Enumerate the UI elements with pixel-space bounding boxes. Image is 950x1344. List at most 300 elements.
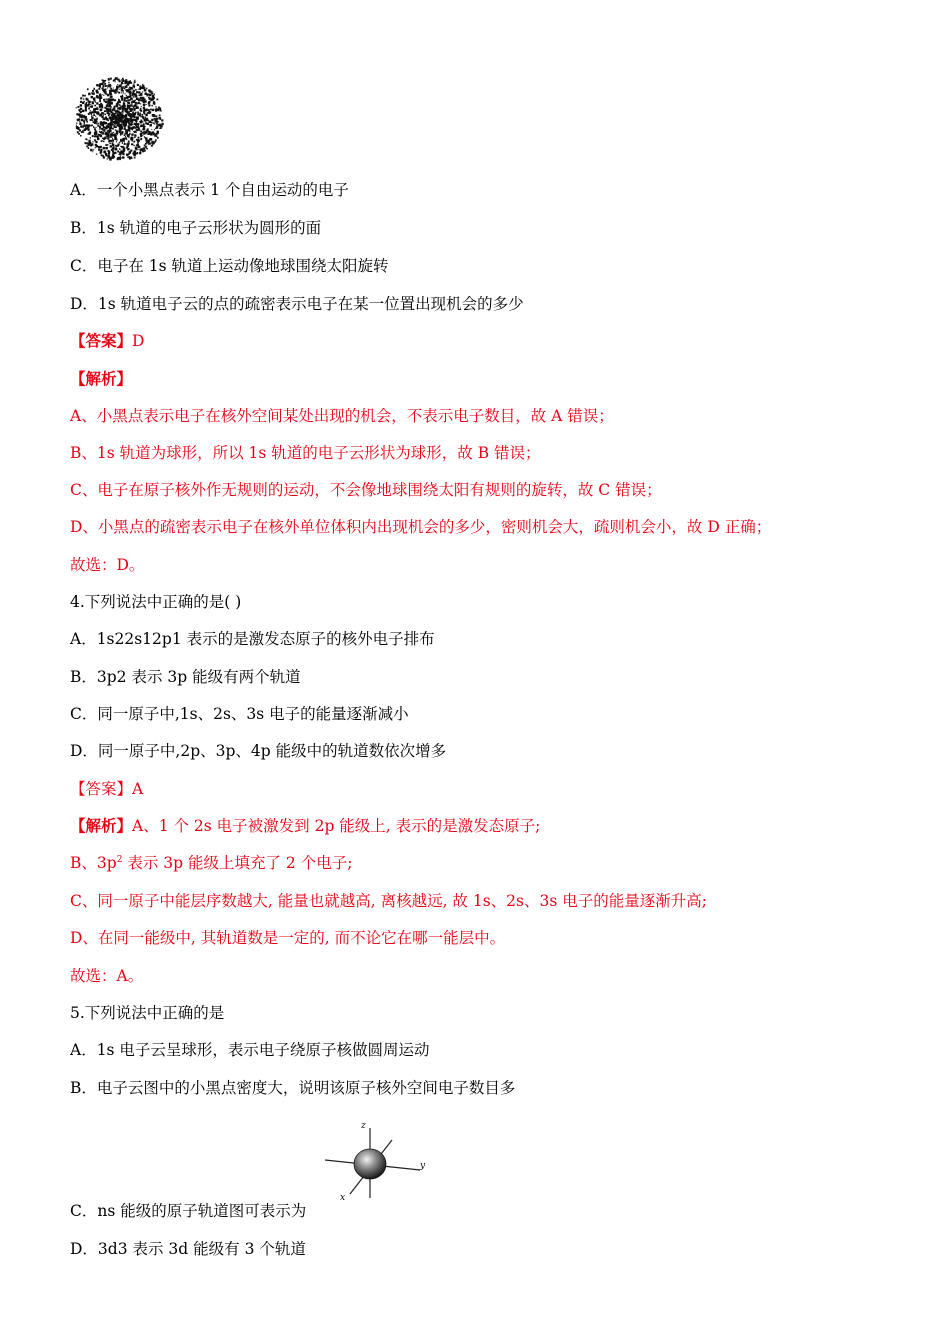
cloud-dot <box>125 129 128 132</box>
cloud-dot <box>143 134 144 135</box>
cloud-dot <box>107 103 109 105</box>
cloud-dot <box>135 89 137 91</box>
cloud-dot <box>122 78 124 80</box>
cloud-dot <box>154 133 155 134</box>
cloud-dot <box>145 138 147 140</box>
cloud-dot <box>123 157 125 159</box>
cloud-dot <box>92 141 93 142</box>
cloud-dot <box>137 84 139 86</box>
cloud-dot <box>130 117 132 119</box>
cloud-dot <box>86 139 88 141</box>
cloud-dot <box>133 93 136 96</box>
cloud-dot <box>81 119 84 122</box>
cloud-dot <box>130 110 132 112</box>
cloud-dot <box>110 86 111 87</box>
cloud-dot <box>131 137 133 139</box>
cloud-dot <box>134 127 136 129</box>
cloud-dot <box>135 100 136 101</box>
cloud-dot <box>129 131 130 132</box>
cloud-dot <box>103 90 105 92</box>
cloud-dot <box>106 99 107 100</box>
cloud-dot <box>89 101 91 103</box>
cloud-dot <box>107 108 109 110</box>
cloud-dot <box>84 118 85 119</box>
cloud-dot <box>127 156 129 158</box>
cloud-dot <box>112 98 114 100</box>
cloud-dot <box>93 126 94 127</box>
q3-option-b: B．1s 轨道的电子云形状为圆形的面 <box>70 219 322 237</box>
cloud-dot <box>133 145 134 146</box>
cloud-dot <box>109 116 112 119</box>
cloud-dot <box>82 131 84 133</box>
cloud-dot <box>119 92 120 93</box>
cloud-dot <box>133 107 134 108</box>
cloud-dot <box>139 88 141 90</box>
cloud-dot <box>127 120 129 122</box>
cloud-dot <box>95 133 97 135</box>
q3-option-a: A．一个小黑点表示 1 个自由运动的电子 <box>70 181 349 199</box>
cloud-dot <box>117 114 118 115</box>
cloud-dot <box>110 78 112 80</box>
cloud-dot <box>152 95 155 98</box>
cloud-dot <box>107 87 108 88</box>
cloud-dot <box>144 150 146 152</box>
cloud-dot <box>136 129 138 131</box>
q3-answer-value: D <box>132 332 145 350</box>
cloud-dot <box>134 123 136 125</box>
cloud-dot <box>133 102 134 103</box>
cloud-dot <box>135 147 137 149</box>
cloud-dot <box>158 121 159 122</box>
cloud-dot <box>144 112 146 114</box>
cloud-dot <box>96 84 98 86</box>
cloud-dot <box>133 90 135 92</box>
cloud-dot <box>90 104 91 105</box>
cloud-dot <box>90 132 92 134</box>
cloud-dot <box>137 112 139 114</box>
cloud-dot <box>96 95 98 97</box>
cloud-dot <box>116 141 117 142</box>
cloud-dot <box>97 108 99 110</box>
cloud-dot <box>142 85 144 87</box>
cloud-dot <box>112 150 114 152</box>
cloud-dot <box>130 92 132 94</box>
cloud-dot <box>94 132 95 133</box>
cloud-dot <box>134 150 135 151</box>
cloud-dot <box>161 119 163 121</box>
cloud-dot <box>98 146 100 148</box>
cloud-dot <box>82 116 84 118</box>
cloud-dot <box>134 141 136 143</box>
cloud-dot <box>103 138 105 140</box>
cloud-dot <box>110 102 113 105</box>
cloud-dot <box>127 145 129 147</box>
cloud-dot <box>85 116 87 118</box>
cloud-dot <box>110 136 112 138</box>
cloud-dot <box>78 133 80 135</box>
cloud-dot <box>127 83 130 86</box>
cloud-dot <box>105 144 107 146</box>
cloud-dot <box>133 116 135 118</box>
cloud-dot <box>104 127 105 128</box>
q3-option-d: D．1s 轨道电子云的点的疏密表示电子在某一位置出现机会的多少 <box>70 295 524 313</box>
q4-analysis-c: C、同一原子中能层序数越大, 能量也就越高, 离核越远, 故 1s、2s、3s 电子的能量逐渐升高; <box>70 892 707 910</box>
cloud-dot <box>105 116 107 118</box>
cloud-dot <box>103 99 105 101</box>
cloud-dot <box>151 93 153 95</box>
cloud-dot <box>91 96 93 98</box>
cloud-dot <box>141 106 142 107</box>
cloud-dot <box>99 104 101 106</box>
cloud-dot <box>105 153 107 155</box>
cloud-dot <box>111 149 113 151</box>
cloud-dot <box>132 124 133 125</box>
cloud-dot <box>127 134 130 137</box>
cloud-dot <box>136 144 138 146</box>
cloud-dot <box>152 98 153 99</box>
cloud-dot <box>146 88 147 89</box>
cloud-dot <box>119 105 121 107</box>
cloud-dot <box>154 94 155 95</box>
cloud-dot <box>76 113 78 115</box>
cloud-dot <box>155 121 157 123</box>
cloud-dot <box>85 107 87 109</box>
cloud-dot <box>122 132 123 133</box>
cloud-dot <box>120 106 121 107</box>
cloud-dot <box>116 132 118 134</box>
cloud-dot <box>139 86 141 88</box>
cloud-dot <box>76 125 77 126</box>
cloud-dot <box>122 81 124 83</box>
cloud-dot <box>95 108 97 110</box>
cloud-dot <box>117 108 119 110</box>
cloud-dot <box>125 80 127 82</box>
cloud-dot <box>109 140 111 142</box>
cloud-dot <box>85 142 87 144</box>
cloud-dot <box>103 80 105 82</box>
cloud-dot <box>119 148 120 149</box>
cloud-dot <box>157 99 159 101</box>
cloud-dot <box>156 125 158 127</box>
cloud-dot <box>138 146 140 148</box>
y-axis-label: y <box>420 1161 426 1171</box>
cloud-dot <box>131 124 132 125</box>
cloud-dot <box>137 118 139 120</box>
cloud-dot <box>134 81 136 83</box>
cloud-dot <box>144 118 146 120</box>
cloud-dot <box>148 131 150 133</box>
cloud-dot <box>122 143 123 144</box>
cloud-dot <box>96 118 97 119</box>
q3-choice: 故选：D。 <box>70 556 145 574</box>
cloud-dot <box>127 87 128 88</box>
cloud-dot <box>148 94 150 96</box>
cloud-dot <box>149 95 150 96</box>
cloud-dot <box>150 138 152 140</box>
cloud-dot <box>140 93 143 96</box>
cloud-dot <box>109 124 111 126</box>
cloud-dot <box>95 116 96 117</box>
cloud-dot <box>135 102 137 104</box>
q4-analysis-d: D、在同一能级中, 其轨道数是一定的, 而不论它在哪一能层中。 <box>70 929 506 947</box>
q5-option-b: B．电子云图中的小黑点密度大，说明该原子核外空间电子数目多 <box>70 1079 516 1097</box>
cloud-dot <box>140 109 141 110</box>
cloud-dot <box>155 106 156 107</box>
cloud-dot <box>125 116 127 118</box>
cloud-dot <box>99 100 101 102</box>
cloud-dot <box>102 79 104 81</box>
cloud-dot <box>93 98 95 100</box>
cloud-dot <box>131 101 133 103</box>
cloud-dot <box>96 113 98 115</box>
cloud-dot <box>80 97 82 99</box>
cloud-dot <box>104 83 106 85</box>
cloud-dot <box>116 88 117 89</box>
cloud-dot <box>130 150 132 152</box>
cloud-dot <box>107 130 109 132</box>
cloud-dot <box>109 130 111 132</box>
cloud-dot <box>143 127 145 129</box>
cloud-dot <box>109 106 110 107</box>
cloud-dot <box>100 124 102 126</box>
q5-option-d: D．3d3 表示 3d 能级有 3 个轨道 <box>70 1240 306 1258</box>
cloud-dot <box>128 81 130 83</box>
cloud-dot <box>114 133 116 135</box>
cloud-dot <box>117 91 118 92</box>
cloud-dot <box>140 110 142 112</box>
cloud-dot <box>151 142 153 144</box>
q4-option-c: C．同一原子中,1s、2s、3s 电子的能量逐渐减小 <box>70 705 409 723</box>
cloud-dot <box>127 148 130 151</box>
cloud-dot <box>79 116 81 118</box>
cloud-dot <box>92 135 94 137</box>
cloud-dot <box>134 157 136 159</box>
cloud-dot <box>108 123 109 124</box>
cloud-dot <box>118 118 120 120</box>
cloud-dot <box>96 145 98 147</box>
q4-analysis-tag: 【解析】 <box>70 816 133 835</box>
q4-analysis-b <box>70 853 352 873</box>
cloud-dot <box>151 122 153 124</box>
cloud-dot <box>150 109 152 111</box>
cloud-dot <box>134 109 136 111</box>
cloud-dot <box>117 84 118 85</box>
cloud-dot <box>151 105 153 107</box>
cloud-dot <box>110 127 112 129</box>
cloud-dot <box>137 123 139 125</box>
cloud-dot <box>107 113 108 114</box>
cloud-dot <box>123 149 126 152</box>
q4-stem: 4.下列说法中正确的是( ) <box>70 593 242 611</box>
cloud-dot <box>119 108 120 109</box>
cloud-dot <box>113 119 114 120</box>
cloud-dot <box>102 140 103 141</box>
cloud-dot <box>103 156 105 158</box>
cloud-dot <box>114 126 116 128</box>
cloud-dot <box>138 102 140 104</box>
cloud-dot <box>151 132 153 134</box>
cloud-dot <box>121 126 123 128</box>
cloud-dot <box>131 115 133 117</box>
cloud-dot <box>140 131 142 133</box>
cloud-dot <box>100 115 102 117</box>
cloud-dot <box>116 105 118 107</box>
cloud-dot <box>88 103 90 105</box>
cloud-dot <box>115 91 117 93</box>
cloud-dot <box>132 105 133 106</box>
cloud-dot <box>90 125 92 127</box>
cloud-dot <box>138 89 139 90</box>
cloud-dot <box>110 88 112 90</box>
cloud-dot <box>95 102 96 103</box>
cloud-dot <box>82 110 84 112</box>
cloud-dot <box>95 127 96 128</box>
cloud-dot <box>138 141 139 142</box>
cloud-dot <box>80 111 82 113</box>
q4-answer <box>70 779 143 799</box>
cloud-dot <box>111 118 112 119</box>
q3-answer <box>70 331 144 351</box>
cloud-dot <box>139 152 141 154</box>
cloud-dot <box>148 101 150 103</box>
cloud-dot <box>131 133 133 135</box>
cloud-dot <box>96 154 97 155</box>
cloud-dot <box>114 113 116 115</box>
cloud-dot <box>149 124 152 127</box>
cloud-dot <box>154 123 155 124</box>
cloud-dot <box>92 151 93 152</box>
cloud-dot <box>139 113 141 115</box>
cloud-dot <box>80 135 82 137</box>
cloud-dot <box>122 134 123 135</box>
cloud-dot <box>117 101 119 103</box>
cloud-dot <box>82 95 84 97</box>
cloud-dot <box>102 107 103 108</box>
cloud-dot <box>87 88 89 90</box>
cloud-dot <box>107 136 109 138</box>
cloud-dot <box>126 95 127 96</box>
cloud-dot <box>128 153 130 155</box>
cloud-dot <box>122 95 123 96</box>
cloud-dot <box>147 112 149 114</box>
cloud-dot <box>88 147 89 148</box>
cloud-dot <box>133 151 135 153</box>
x-axis-label: x <box>340 1193 346 1203</box>
cloud-dot <box>146 148 148 150</box>
cloud-dot <box>79 122 81 124</box>
cloud-dot <box>90 110 91 111</box>
cloud-dot <box>114 106 116 108</box>
cloud-dot <box>107 158 108 159</box>
cloud-dot <box>125 136 126 137</box>
cloud-dot <box>130 157 133 160</box>
cloud-dot <box>92 124 93 125</box>
cloud-dot <box>128 125 130 127</box>
cloud-dot <box>113 146 115 148</box>
cloud-dot <box>119 142 121 144</box>
cloud-dot <box>94 88 95 89</box>
cloud-dot <box>123 86 125 88</box>
cloud-dot <box>124 97 125 98</box>
cloud-dot <box>145 114 147 116</box>
cloud-dot <box>102 94 103 95</box>
cloud-dot <box>158 107 160 109</box>
cloud-dot <box>96 123 97 124</box>
cloud-dot <box>80 108 82 110</box>
cloud-dot <box>80 104 82 106</box>
cloud-dot <box>155 110 157 112</box>
cloud-dot <box>76 107 77 108</box>
cloud-dot <box>142 125 144 127</box>
cloud-dot <box>111 91 113 93</box>
cloud-dot <box>120 146 121 147</box>
cloud-dot <box>84 123 85 124</box>
cloud-dot <box>146 95 148 97</box>
cloud-dot <box>93 149 94 150</box>
cloud-dot <box>108 113 110 115</box>
cloud-dot <box>124 135 126 137</box>
cloud-dot <box>86 98 88 100</box>
cloud-dot <box>83 98 84 99</box>
cloud-dot <box>100 131 102 133</box>
cloud-dot <box>93 121 95 123</box>
cloud-dot <box>142 135 143 136</box>
cloud-dot <box>131 119 133 121</box>
cloud-dot <box>81 114 83 116</box>
cloud-dot <box>155 139 157 141</box>
cloud-dot <box>143 110 145 112</box>
cloud-dot <box>131 103 133 105</box>
cloud-dot <box>99 129 100 130</box>
cloud-dot <box>106 135 107 136</box>
cloud-dot <box>101 154 103 156</box>
cloud-dot <box>98 123 99 124</box>
cloud-dot <box>130 82 132 84</box>
cloud-dot <box>146 104 147 105</box>
cloud-dot <box>117 118 119 120</box>
electron-cloud-figure <box>68 72 168 164</box>
cloud-dot <box>77 106 79 108</box>
cloud-dot <box>121 115 122 116</box>
cloud-dot <box>133 83 134 84</box>
cloud-dot <box>105 154 107 156</box>
q5-option-a: A．1s 电子云呈球形，表示电子绕原子核做圆周运动 <box>70 1041 430 1059</box>
cloud-dot <box>129 87 131 89</box>
cloud-dot <box>143 147 145 149</box>
cloud-dot <box>128 99 130 101</box>
cloud-dot <box>130 113 131 114</box>
cloud-dot <box>153 102 156 105</box>
cloud-dot <box>100 128 102 130</box>
cloud-dot <box>126 97 128 99</box>
cloud-dot <box>145 122 147 124</box>
cloud-dot <box>107 120 109 122</box>
cloud-dot <box>117 158 119 160</box>
cloud-dot <box>121 151 124 154</box>
cloud-dot <box>120 132 122 134</box>
cloud-dot <box>144 131 146 133</box>
cloud-dot <box>109 109 111 111</box>
cloud-dot <box>96 107 97 108</box>
q3-analysis-tag: 【解析】 <box>70 369 133 388</box>
cloud-dot <box>98 88 100 90</box>
cloud-dot <box>128 102 130 104</box>
cloud-dot <box>88 143 91 146</box>
cloud-dot <box>144 145 146 147</box>
cloud-dot <box>116 140 117 141</box>
cloud-dot <box>134 80 135 81</box>
cloud-dot <box>146 109 148 111</box>
